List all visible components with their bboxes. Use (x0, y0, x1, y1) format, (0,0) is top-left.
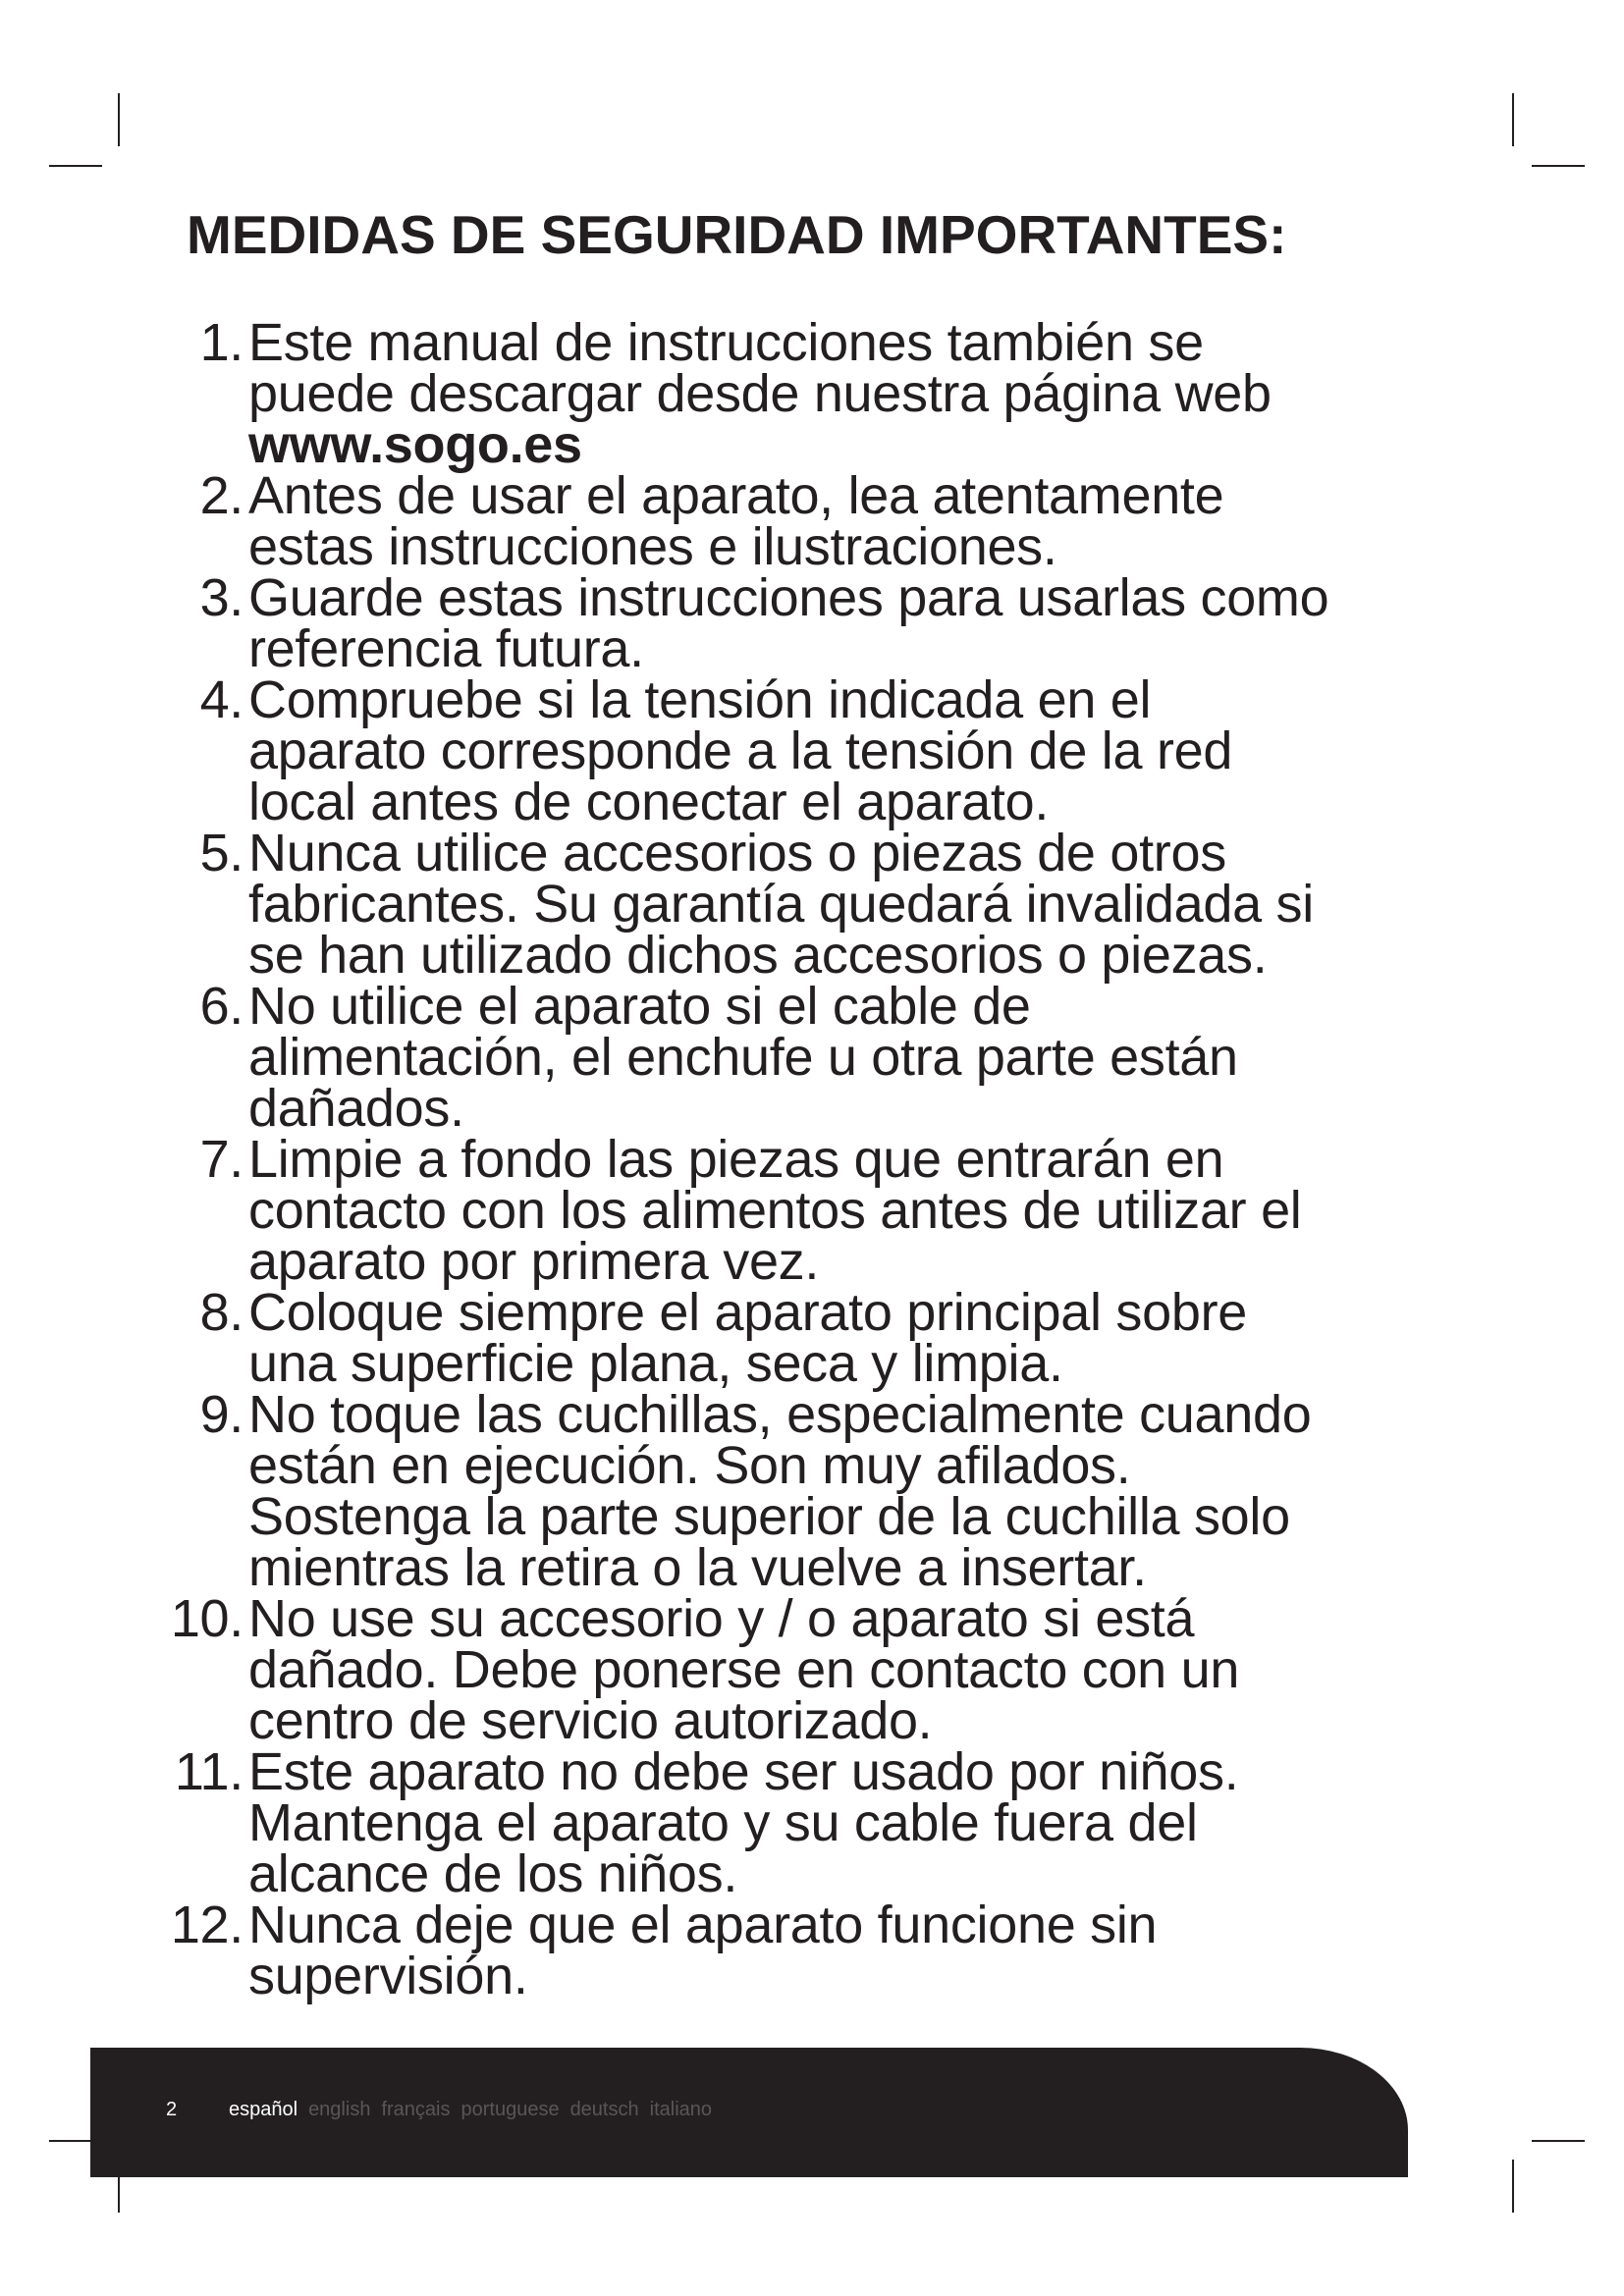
list-item-number: 4. (199, 670, 244, 729)
list-item-text: Mantenga el aparato y su cable fuera del (248, 1793, 1198, 1852)
list-item (0, 1283, 1624, 1393)
list-item-number: 2. (199, 466, 244, 525)
list-item-text: No toque las cuchillas, especialmente cuando (248, 1385, 1312, 1444)
website-link: www.sogo.es (248, 415, 582, 474)
crop-mark-bottom-right-vertical (1512, 2160, 1514, 2213)
list-item-number: 5. (199, 824, 244, 882)
language-2: français (381, 2099, 451, 2120)
list-item-text: Compruebe si la tensión indicada en el (248, 670, 1152, 729)
list-item-text: alcance de los niños. (248, 1844, 738, 1903)
list-item (0, 670, 1624, 831)
list-item (0, 313, 1624, 474)
list-item (0, 824, 1624, 985)
list-item-text: mientras la retira o la vuelve a insertar. (248, 1538, 1147, 1597)
list-item-text: contacto con los alimentos antes de utilizar el (248, 1181, 1302, 1240)
list-item (0, 1589, 1624, 1750)
list-item-text: alimentación, el enchufe u otra parte están (248, 1028, 1238, 1087)
page-title: MEDIDAS DE SEGURIDAD IMPORTANTES: (187, 204, 1287, 265)
list-item-text: aparato corresponde a la tensión de la red (248, 721, 1233, 780)
list-item-number: 11. (174, 1742, 244, 1801)
language-3: portuguese (460, 2099, 560, 2120)
footer-bar (90, 2048, 1408, 2177)
list-item-text: aparato por primera vez. (248, 1232, 820, 1291)
list-item-text: Sostenga la parte superior de la cuchilla solo (248, 1487, 1290, 1546)
list-item-text: referencia futura. (248, 619, 644, 678)
list-item-text: Este manual de instrucciones también se (248, 313, 1204, 372)
list-item (0, 1385, 1624, 1597)
list-item-text: Limpie a fondo las piezas que entrarán en (248, 1130, 1224, 1189)
list-item-number: 6. (199, 977, 244, 1036)
crop-mark-top-right-horizontal (1532, 165, 1585, 167)
list-item (0, 977, 1624, 1138)
list-item-number: 8. (199, 1283, 244, 1342)
list-item-text: dañado. Debe ponerse en contacto con un (248, 1640, 1240, 1699)
list-item-number: 1. (199, 313, 244, 372)
crop-mark-top-left-vertical (118, 93, 120, 146)
list-item-text: local antes de conectar el aparato. (248, 773, 1050, 831)
list-item-text: se han utilizado dichos accesorios o piezas. (248, 926, 1268, 985)
list-item (0, 1130, 1624, 1291)
language-0: español (229, 2099, 298, 2120)
list-item-number: 10. (170, 1589, 244, 1648)
list-item-text: Antes de usar el aparato, lea atentamente (248, 466, 1224, 525)
list-item-number: 9. (199, 1385, 244, 1444)
language-4: deutsch (569, 2099, 639, 2120)
list-item (0, 568, 1624, 678)
list-item-text: No use su accesorio y / o aparato si está (248, 1589, 1195, 1648)
crop-mark-bottom-right-horizontal (1532, 2140, 1585, 2142)
list-item-text: estas instrucciones e ilustraciones. (248, 517, 1057, 576)
list-item-text: Este aparato no debe ser usado por niños. (248, 1742, 1239, 1801)
list-item-text: una superficie plana, seca y limpia. (248, 1334, 1063, 1393)
list-item (0, 466, 1624, 576)
crop-mark-top-left-horizontal (49, 165, 102, 167)
list-item-number: 7. (199, 1130, 244, 1189)
language-5: italiano (649, 2099, 713, 2120)
crop-mark-top-right-vertical (1512, 93, 1514, 146)
list-item-text: están en ejecución. Son muy afilados. (248, 1436, 1131, 1495)
list-item-text: centro de servicio autorizado. (248, 1691, 933, 1750)
list-item-text: Nunca deje que el aparato funcione sin (248, 1896, 1158, 1954)
safety-instructions-list (0, 313, 1624, 2005)
page-number: 2 (166, 2099, 178, 2120)
list-item-text: dañados. (248, 1079, 464, 1138)
list-item-text: fabricantes. Su garantía quedará invalidada si (248, 875, 1314, 934)
list-item-text: supervisión. (248, 1947, 528, 2005)
list-item-text: Nunca utilice accesorios o piezas de otros (248, 824, 1226, 882)
list-item-text: No utilice el aparato si el cable de (248, 977, 1031, 1036)
list-item (0, 1742, 1624, 1903)
list-item-text: puede descargar desde nuestra página web (248, 364, 1272, 423)
list-item-number: 3. (199, 568, 244, 627)
language-list (229, 2099, 723, 2121)
list-item-text: Coloque siempre el aparato principal sobre (248, 1283, 1247, 1342)
list-item-number: 12. (170, 1896, 244, 1954)
language-1: english (308, 2099, 371, 2120)
list-item-text: Guarde estas instrucciones para usarlas como (248, 568, 1329, 627)
list-item (0, 1896, 1624, 2005)
